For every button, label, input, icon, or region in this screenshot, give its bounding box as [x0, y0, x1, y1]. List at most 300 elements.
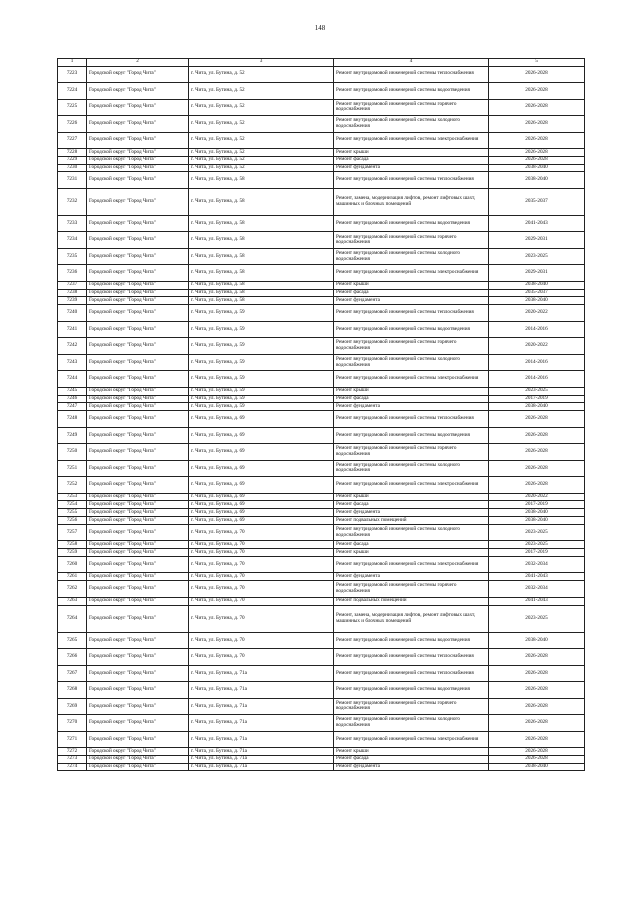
- work-type-cell: Ремонт внутридомовой инженерной системы водоотведения: [334, 215, 489, 232]
- row-number: 7242: [58, 338, 87, 355]
- period-cell: 2026-2028: [489, 698, 585, 715]
- municipality-cell: Городской округ "Город Чита": [87, 665, 189, 682]
- municipality-cell: Городской округ "Город Чита": [87, 248, 189, 265]
- municipality-cell: Городской округ "Город Чита": [87, 83, 189, 100]
- period-cell: 2035-2037: [489, 188, 585, 215]
- table-row: [58, 731, 585, 748]
- row-number: 7245: [58, 387, 87, 395]
- period-cell: 2038-2040: [489, 164, 585, 172]
- period-cell: 2026-2028: [489, 731, 585, 748]
- address-cell: г. Чита, ул. Бутина, д. 52: [189, 99, 334, 116]
- address-cell: г. Чита, ул. Бутина, д. 58: [189, 215, 334, 232]
- municipality-cell: Городской округ "Город Чита": [87, 297, 189, 305]
- address-cell: г. Чита, ул. Бутина, д. 71а: [189, 731, 334, 748]
- address-cell: г. Чита, ул. Бутина, д. 59: [189, 403, 334, 411]
- table-row: [58, 149, 585, 157]
- row-number: 7251: [58, 460, 87, 477]
- table-row: [58, 289, 585, 297]
- table-row: [58, 493, 585, 501]
- work-type-cell: Ремонт внутридомовой инженерной системы холодного водоснабжения: [334, 248, 489, 265]
- table-row: [58, 427, 585, 444]
- table-row: [58, 763, 585, 771]
- municipality-cell: Городской округ "Город Чита": [87, 66, 189, 83]
- row-number: 7230: [58, 164, 87, 172]
- municipality-cell: Городской округ "Город Чита": [87, 755, 189, 763]
- row-number: 7267: [58, 665, 87, 682]
- table-row: [58, 66, 585, 83]
- row-number: 7270: [58, 715, 87, 732]
- address-cell: г. Чита, ул. Бутина, д. 69: [189, 509, 334, 517]
- table-row: [58, 387, 585, 395]
- address-cell: г. Чита, ул. Бутина, д. 59: [189, 321, 334, 338]
- period-cell: 2023-2025: [489, 248, 585, 265]
- period-cell: 2020-2022: [489, 338, 585, 355]
- period-cell: 2026-2028: [489, 748, 585, 756]
- period-cell: 2026-2028: [489, 116, 585, 133]
- address-cell: г. Чита, ул. Бутина, д. 58: [189, 248, 334, 265]
- address-cell: г. Чита, ул. Бутина, д. 69: [189, 411, 334, 428]
- row-number: 7241: [58, 321, 87, 338]
- address-cell: г. Чита, ул. Бутина, д. 71а: [189, 763, 334, 771]
- municipality-cell: Городской округ "Город Чита": [87, 549, 189, 557]
- period-cell: 2026-2028: [489, 715, 585, 732]
- work-type-cell: Ремонт внутридомовой инженерной системы горячего водоснабжения: [334, 444, 489, 461]
- table-row: [58, 509, 585, 517]
- work-type-cell: Ремонт внутридомовой инженерной системы электроснабжения: [334, 731, 489, 748]
- work-type-cell: Ремонт фундамента: [334, 403, 489, 411]
- period-cell: 2026-2028: [489, 682, 585, 699]
- period-cell: 2038-2040: [489, 172, 585, 189]
- work-type-cell: Ремонт внутридомовой инженерной системы теплоснабжения: [334, 172, 489, 189]
- municipality-cell: Городской округ "Город Чита": [87, 354, 189, 371]
- work-type-cell: Ремонт внутридомовой инженерной системы теплоснабжения: [334, 411, 489, 428]
- table-row: [58, 541, 585, 549]
- table-row: [58, 524, 585, 541]
- work-type-cell: Ремонт внутридомовой инженерной системы горячего водоснабжения: [334, 99, 489, 116]
- address-cell: г. Чита, ул. Бутина, д. 70: [189, 597, 334, 605]
- table-row: [58, 395, 585, 403]
- address-cell: г. Чита, ул. Бутина, д. 59: [189, 371, 334, 388]
- row-number: 7233: [58, 215, 87, 232]
- work-type-cell: Ремонт фасада: [334, 755, 489, 763]
- work-type-cell: Ремонт крыши: [334, 281, 489, 289]
- address-cell: г. Чита, ул. Бутина, д. 71а: [189, 755, 334, 763]
- municipality-cell: Городской округ "Город Чита": [87, 387, 189, 395]
- work-type-cell: Ремонт крыши: [334, 387, 489, 395]
- row-number: 7237: [58, 281, 87, 289]
- municipality-cell: Городской округ "Город Чита": [87, 99, 189, 116]
- row-number: 7247: [58, 403, 87, 411]
- work-type-cell: Ремонт крыши: [334, 549, 489, 557]
- table-row: [58, 597, 585, 605]
- work-type-cell: Ремонт подвальных помещений: [334, 517, 489, 525]
- municipality-cell: Городской округ "Город Чита": [87, 132, 189, 149]
- row-number: 7225: [58, 99, 87, 116]
- work-type-cell: Ремонт, замена, модернизация лифтов, ремонт лифтовых шахт, машинных и блочных помещений: [334, 188, 489, 215]
- page-number: 148: [314, 24, 326, 32]
- work-type-cell: Ремонт внутридомовой инженерной системы водоотведения: [334, 321, 489, 338]
- row-number: 7223: [58, 66, 87, 83]
- table-row: [58, 116, 585, 133]
- address-cell: г. Чита, ул. Бутина, д. 70: [189, 524, 334, 541]
- address-cell: г. Чита, ул. Бутина, д. 52: [189, 149, 334, 157]
- row-number: 7246: [58, 395, 87, 403]
- table-row: [58, 748, 585, 756]
- period-cell: 2026-2028: [489, 444, 585, 461]
- period-cell: 2020-2022: [489, 305, 585, 322]
- work-type-cell: Ремонт подвальных помещений: [334, 597, 489, 605]
- address-cell: г. Чита, ул. Бутина, д. 58: [189, 232, 334, 249]
- table-row: [58, 444, 585, 461]
- period-cell: 2023-2025: [489, 524, 585, 541]
- address-cell: г. Чита, ул. Бутина, д. 52: [189, 156, 334, 164]
- period-cell: 2023-2025: [489, 541, 585, 549]
- row-number: 7273: [58, 755, 87, 763]
- municipality-cell: Городской округ "Город Чита": [87, 232, 189, 249]
- address-cell: г. Чита, ул. Бутина, д. 71а: [189, 698, 334, 715]
- address-cell: г. Чита, ул. Бутина, д. 58: [189, 172, 334, 189]
- row-number: 7257: [58, 524, 87, 541]
- work-type-cell: Ремонт внутридомовой инженерной системы горячего водоснабжения: [334, 698, 489, 715]
- work-type-cell: Ремонт крыши: [334, 149, 489, 157]
- table-row: [58, 305, 585, 322]
- address-cell: г. Чита, ул. Бутина, д. 58: [189, 289, 334, 297]
- period-cell: 2026-2028: [489, 411, 585, 428]
- municipality-cell: Городской округ "Город Чита": [87, 321, 189, 338]
- address-cell: г. Чита, ул. Бутина, д. 69: [189, 517, 334, 525]
- period-cell: 2038-2040: [489, 517, 585, 525]
- header-row: [58, 59, 585, 67]
- period-cell: 2014-2016: [489, 371, 585, 388]
- row-number: 7263: [58, 597, 87, 605]
- address-cell: г. Чита, ул. Бутина, д. 69: [189, 493, 334, 501]
- municipality-cell: Городской округ "Город Чита": [87, 215, 189, 232]
- period-cell: 2041-2043: [489, 215, 585, 232]
- address-cell: г. Чита, ул. Бутина, д. 71а: [189, 682, 334, 699]
- period-cell: 2035-2037: [489, 289, 585, 297]
- table-row: [58, 477, 585, 494]
- address-cell: г. Чита, ул. Бутина, д. 70: [189, 605, 334, 632]
- work-type-cell: Ремонт внутридомовой инженерной системы водоотведения: [334, 632, 489, 649]
- address-cell: г. Чита, ул. Бутина, д. 69: [189, 427, 334, 444]
- row-number: 7264: [58, 605, 87, 632]
- row-number: 7240: [58, 305, 87, 322]
- municipality-cell: Городской округ "Город Чита": [87, 493, 189, 501]
- row-number: 7229: [58, 156, 87, 164]
- period-cell: 2026-2028: [489, 649, 585, 666]
- address-cell: г. Чита, ул. Бутина, д. 70: [189, 549, 334, 557]
- work-type-cell: Ремонт внутридомовой инженерной системы горячего водоснабжения: [334, 581, 489, 598]
- column-header: 3: [189, 59, 334, 67]
- period-cell: 2020-2022: [489, 493, 585, 501]
- work-type-cell: Ремонт фундамента: [334, 763, 489, 771]
- period-cell: 2038-2040: [489, 763, 585, 771]
- address-cell: г. Чита, ул. Бутина, д. 52: [189, 66, 334, 83]
- period-cell: 2026-2028: [489, 665, 585, 682]
- municipality-cell: Городской округ "Город Чита": [87, 501, 189, 509]
- row-number: 7258: [58, 541, 87, 549]
- row-number: 7236: [58, 265, 87, 282]
- work-type-cell: Ремонт фасада: [334, 156, 489, 164]
- municipality-cell: Городской округ "Город Чита": [87, 403, 189, 411]
- table-row: [58, 232, 585, 249]
- row-number: 7238: [58, 289, 87, 297]
- municipality-cell: Городской округ "Город Чита": [87, 509, 189, 517]
- work-type-cell: Ремонт фундамента: [334, 164, 489, 172]
- municipality-cell: Городской округ "Город Чита": [87, 338, 189, 355]
- work-type-cell: Ремонт фасада: [334, 289, 489, 297]
- work-type-cell: Ремонт фундамента: [334, 573, 489, 581]
- municipality-cell: Городской округ "Город Чита": [87, 305, 189, 322]
- period-cell: 2041-2043: [489, 597, 585, 605]
- table-row: [58, 632, 585, 649]
- table-row: [58, 188, 585, 215]
- address-cell: г. Чита, ул. Бутина, д. 69: [189, 477, 334, 494]
- work-type-cell: Ремонт внутридомовой инженерной системы холодного водоснабжения: [334, 524, 489, 541]
- table-row: [58, 698, 585, 715]
- work-type-cell: Ремонт внутридомовой инженерной системы холодного водоснабжения: [334, 116, 489, 133]
- period-cell: 2038-2040: [489, 632, 585, 649]
- row-number: 7256: [58, 517, 87, 525]
- row-number: 7239: [58, 297, 87, 305]
- column-header: 1: [58, 59, 87, 67]
- table-row: [58, 248, 585, 265]
- municipality-cell: Городской округ "Город Чита": [87, 632, 189, 649]
- period-cell: 2023-2025: [489, 605, 585, 632]
- row-number: 7234: [58, 232, 87, 249]
- work-type-cell: Ремонт, замена, модернизация лифтов, ремонт лифтовых шахт, машинных и блочных помещений: [334, 605, 489, 632]
- row-number: 7224: [58, 83, 87, 100]
- address-cell: г. Чита, ул. Бутина, д. 70: [189, 573, 334, 581]
- row-number: 7269: [58, 698, 87, 715]
- table-row: [58, 156, 585, 164]
- row-number: 7250: [58, 444, 87, 461]
- period-cell: 2038-2040: [489, 509, 585, 517]
- address-cell: г. Чита, ул. Бутина, д. 59: [189, 387, 334, 395]
- municipality-cell: Городской округ "Город Чита": [87, 682, 189, 699]
- work-type-cell: Ремонт внутридомовой инженерной системы теплоснабжения: [334, 665, 489, 682]
- municipality-cell: Городской округ "Город Чита": [87, 556, 189, 573]
- work-type-cell: Ремонт фундамента: [334, 509, 489, 517]
- row-number: 7268: [58, 682, 87, 699]
- work-type-cell: Ремонт крыши: [334, 493, 489, 501]
- municipality-cell: Городской округ "Город Чита": [87, 289, 189, 297]
- address-cell: г. Чита, ул. Бутина, д. 69: [189, 444, 334, 461]
- municipality-cell: Городской округ "Город Чита": [87, 281, 189, 289]
- column-header: 4: [334, 59, 489, 67]
- address-cell: г. Чита, ул. Бутина, д. 59: [189, 354, 334, 371]
- table-body: [58, 66, 585, 771]
- work-type-cell: Ремонт внутридомовой инженерной системы водоотведения: [334, 427, 489, 444]
- table-row: [58, 321, 585, 338]
- work-type-cell: Ремонт внутридомовой инженерной системы водоотведения: [334, 682, 489, 699]
- table-row: [58, 338, 585, 355]
- municipality-cell: Городской округ "Город Чита": [87, 573, 189, 581]
- municipality-cell: Городской округ "Город Чита": [87, 605, 189, 632]
- table-row: [58, 605, 585, 632]
- row-number: 7248: [58, 411, 87, 428]
- municipality-cell: Городской округ "Город Чита": [87, 164, 189, 172]
- municipality-cell: Городской округ "Город Чита": [87, 698, 189, 715]
- period-cell: 2017-2019: [489, 501, 585, 509]
- row-number: 7274: [58, 763, 87, 771]
- period-cell: 2038-2040: [489, 403, 585, 411]
- table-row: [58, 281, 585, 289]
- row-number: 7255: [58, 509, 87, 517]
- period-cell: 2017-2019: [489, 549, 585, 557]
- period-cell: 2026-2028: [489, 83, 585, 100]
- work-type-cell: Ремонт фасада: [334, 541, 489, 549]
- address-cell: г. Чита, ул. Бутина, д. 70: [189, 541, 334, 549]
- work-type-cell: Ремонт внутридомовой инженерной системы холодного водоснабжения: [334, 354, 489, 371]
- address-cell: г. Чита, ул. Бутина, д. 58: [189, 265, 334, 282]
- row-number: 7253: [58, 493, 87, 501]
- municipality-cell: Городской округ "Город Чита": [87, 149, 189, 157]
- table-row: [58, 403, 585, 411]
- period-cell: 2032-2034: [489, 581, 585, 598]
- address-cell: г. Чита, ул. Бутина, д. 69: [189, 501, 334, 509]
- address-cell: г. Чита, ул. Бутина, д. 52: [189, 132, 334, 149]
- table-row: [58, 265, 585, 282]
- municipality-cell: Городской округ "Город Чита": [87, 763, 189, 771]
- municipality-cell: Городской округ "Город Чита": [87, 116, 189, 133]
- row-number: 7249: [58, 427, 87, 444]
- work-type-cell: Ремонт фундамента: [334, 297, 489, 305]
- address-cell: г. Чита, ул. Бутина, д. 52: [189, 116, 334, 133]
- address-cell: г. Чита, ул. Бутина, д. 58: [189, 188, 334, 215]
- work-type-cell: Ремонт внутридомовой инженерной системы холодного водоснабжения: [334, 460, 489, 477]
- period-cell: 2029-2031: [489, 232, 585, 249]
- period-cell: 2038-2040: [489, 281, 585, 289]
- municipality-cell: Городской округ "Город Чита": [87, 156, 189, 164]
- period-cell: 2032-2034: [489, 556, 585, 573]
- row-number: 7227: [58, 132, 87, 149]
- work-type-cell: Ремонт крыши: [334, 748, 489, 756]
- period-cell: 2023-2025: [489, 387, 585, 395]
- address-cell: г. Чита, ул. Бутина, д. 59: [189, 305, 334, 322]
- work-type-cell: Ремонт внутридомовой инженерной системы теплоснабжения: [334, 649, 489, 666]
- table-row: [58, 132, 585, 149]
- address-cell: г. Чита, ул. Бутина, д. 58: [189, 297, 334, 305]
- row-number: 7244: [58, 371, 87, 388]
- municipality-cell: Городской округ "Город Чита": [87, 748, 189, 756]
- period-cell: 2041-2043: [489, 573, 585, 581]
- row-number: 7243: [58, 354, 87, 371]
- table-row: [58, 682, 585, 699]
- row-number: 7271: [58, 731, 87, 748]
- work-type-cell: Ремонт фасада: [334, 395, 489, 403]
- row-number: 7266: [58, 649, 87, 666]
- period-cell: 2026-2028: [489, 427, 585, 444]
- work-type-cell: Ремонт внутридомовой инженерной системы теплоснабжения: [334, 305, 489, 322]
- period-cell: 2026-2028: [489, 66, 585, 83]
- work-type-cell: Ремонт внутридомовой инженерной системы электроснабжения: [334, 132, 489, 149]
- municipality-cell: Городской округ "Город Чита": [87, 715, 189, 732]
- period-cell: 2026-2028: [489, 132, 585, 149]
- municipality-cell: Городской округ "Город Чита": [87, 265, 189, 282]
- column-header: 5: [489, 59, 585, 67]
- table-row: [58, 665, 585, 682]
- municipality-cell: Городской округ "Город Чита": [87, 427, 189, 444]
- period-cell: 2014-2016: [489, 354, 585, 371]
- address-cell: г. Чита, ул. Бутина, д. 58: [189, 281, 334, 289]
- table-row: [58, 517, 585, 525]
- period-cell: 2014-2016: [489, 321, 585, 338]
- period-cell: 2026-2028: [489, 149, 585, 157]
- municipality-cell: Городской округ "Город Чита": [87, 597, 189, 605]
- table-row: [58, 549, 585, 557]
- work-type-cell: Ремонт внутридомовой инженерной системы холодного водоснабжения: [334, 715, 489, 732]
- table-row: [58, 573, 585, 581]
- table-row: [58, 215, 585, 232]
- work-type-cell: Ремонт фасада: [334, 501, 489, 509]
- row-number: 7259: [58, 549, 87, 557]
- address-cell: г. Чита, ул. Бутина, д. 70: [189, 581, 334, 598]
- address-cell: г. Чита, ул. Бутина, д. 69: [189, 460, 334, 477]
- table-row: [58, 99, 585, 116]
- work-type-cell: Ремонт внутридомовой инженерной системы горячего водоснабжения: [334, 232, 489, 249]
- address-cell: г. Чита, ул. Бутина, д. 52: [189, 164, 334, 172]
- table-row: [58, 581, 585, 598]
- period-cell: 2038-2040: [489, 297, 585, 305]
- address-cell: г. Чита, ул. Бутина, д. 71а: [189, 665, 334, 682]
- municipality-cell: Городской округ "Город Чита": [87, 517, 189, 525]
- table-row: [58, 164, 585, 172]
- address-cell: г. Чита, ул. Бутина, д. 70: [189, 649, 334, 666]
- work-type-cell: Ремонт внутридомовой инженерной системы водоотведения: [334, 83, 489, 100]
- table-row: [58, 715, 585, 732]
- municipality-cell: Городской округ "Город Чита": [87, 649, 189, 666]
- period-cell: 2026-2028: [489, 99, 585, 116]
- municipality-cell: Городской округ "Город Чита": [87, 188, 189, 215]
- municipality-cell: Городской округ "Город Чита": [87, 395, 189, 403]
- address-cell: г. Чита, ул. Бутина, д. 59: [189, 395, 334, 403]
- period-cell: 2029-2031: [489, 265, 585, 282]
- period-cell: 2026-2028: [489, 460, 585, 477]
- period-cell: 2026-2028: [489, 156, 585, 164]
- address-cell: г. Чита, ул. Бутина, д. 52: [189, 83, 334, 100]
- table-row: [58, 83, 585, 100]
- municipality-cell: Городской округ "Город Чита": [87, 541, 189, 549]
- row-number: 7262: [58, 581, 87, 598]
- row-number: 7226: [58, 116, 87, 133]
- address-cell: г. Чита, ул. Бутина, д. 70: [189, 632, 334, 649]
- municipality-cell: Городской округ "Город Чита": [87, 731, 189, 748]
- work-type-cell: Ремонт внутридомовой инженерной системы горячего водоснабжения: [334, 338, 489, 355]
- municipality-cell: Городской округ "Город Чита": [87, 444, 189, 461]
- municipality-cell: Городской округ "Город Чита": [87, 371, 189, 388]
- row-number: 7254: [58, 501, 87, 509]
- municipality-cell: Городской округ "Город Чита": [87, 460, 189, 477]
- column-header: 2: [87, 59, 189, 67]
- work-type-cell: Ремонт внутридомовой инженерной системы электроснабжения: [334, 265, 489, 282]
- repair-schedule-table: [57, 58, 585, 771]
- table-row: [58, 460, 585, 477]
- municipality-cell: Городской округ "Город Чита": [87, 581, 189, 598]
- municipality-cell: Городской округ "Город Чита": [87, 477, 189, 494]
- table-row: [58, 354, 585, 371]
- period-cell: 2026-2028: [489, 477, 585, 494]
- row-number: 7272: [58, 748, 87, 756]
- address-cell: г. Чита, ул. Бутина, д. 59: [189, 338, 334, 355]
- table-row: [58, 649, 585, 666]
- row-number: 7261: [58, 573, 87, 581]
- period-cell: 2017-2019: [489, 395, 585, 403]
- row-number: 7228: [58, 149, 87, 157]
- municipality-cell: Городской округ "Город Чита": [87, 411, 189, 428]
- table-row: [58, 556, 585, 573]
- municipality-cell: Городской округ "Город Чита": [87, 524, 189, 541]
